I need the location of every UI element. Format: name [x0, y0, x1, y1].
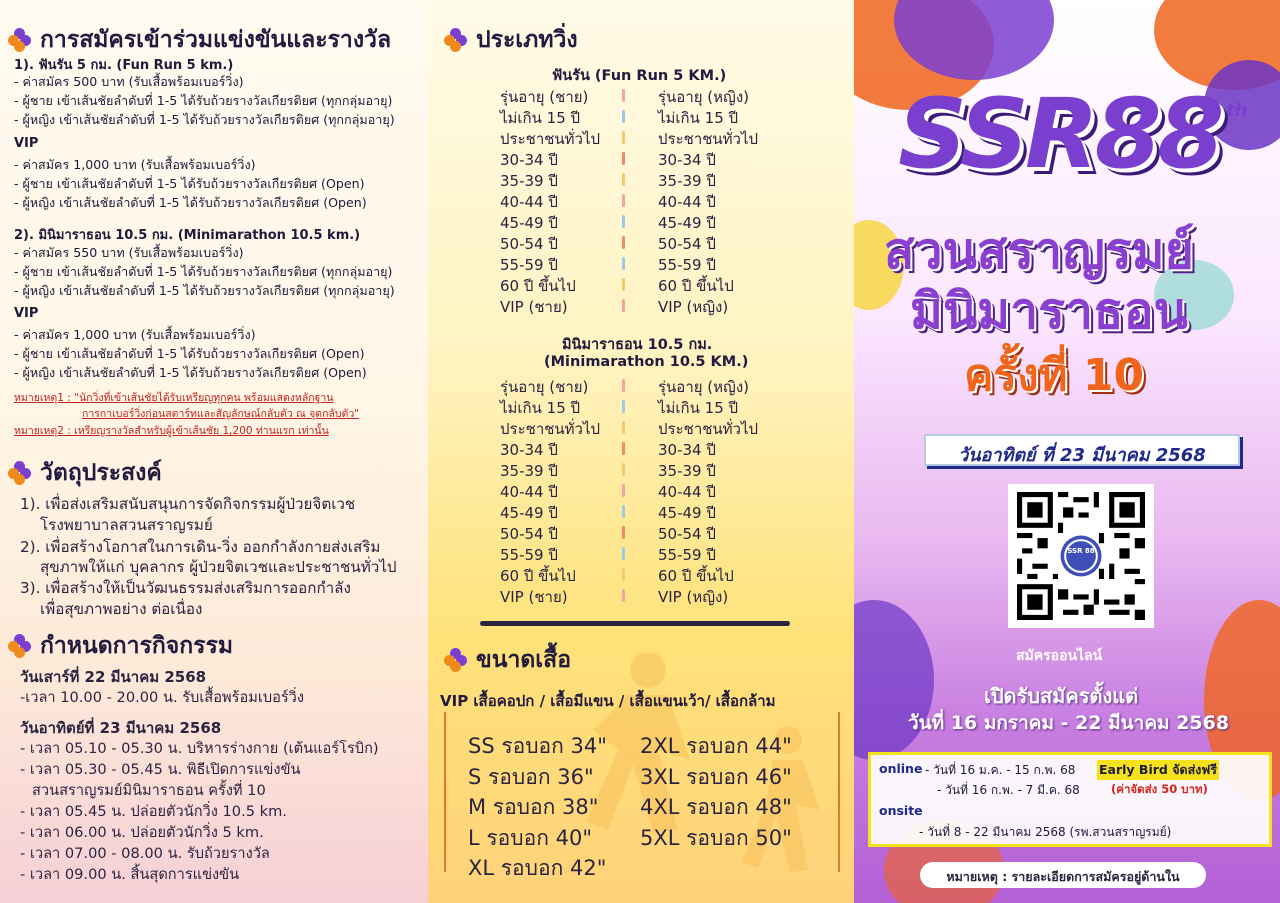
mini-vip-line: - ผู้ชาย เข้าเส้นชัยลำดับที่ 1-5 ได้รับถ้วยรางวัลเกียรติยศ (Open)	[14, 346, 365, 361]
category-female: VIP (หญิง)	[658, 588, 729, 606]
category-male: 60 ปี ขึ้นไป	[500, 277, 576, 295]
open-registration-heading: เปิดรับสมัครตั้งแต่	[984, 684, 1139, 708]
category-divider-bar	[622, 173, 625, 186]
mini-vip-heading: VIP	[14, 306, 39, 321]
objective-line: 1). เพื่อส่งเสริมสนับสนุนการจัดกิจกรรมผู้ป่วยจิตเวช	[20, 495, 356, 513]
flower-icon	[8, 28, 32, 52]
funrun-vip-line: - ค่าสมัคร 1,000 บาท (รับเสื้อพร้อมเบอร์วิ่ง)	[14, 157, 256, 172]
size-item: S รอบอก 36"	[468, 765, 594, 789]
category-male: 40-44 ปี	[500, 193, 558, 211]
category-male: 30-34 ปี	[500, 441, 558, 459]
category-male: 45-49 ปี	[500, 504, 558, 522]
note-1: หมายเหตุ1 : "นักวิ่งที่เข้าเส้นชัยได้รับเหรียญทุกคน พร้อมแสดงหลักฐาน	[14, 392, 334, 404]
sizes-right-rule	[838, 712, 840, 872]
size-item: 2XL รอบอก 44"	[640, 734, 792, 758]
right-panel	[854, 0, 1280, 903]
category-divider-bar	[622, 484, 625, 497]
funrun-vip-line: - ผู้ชาย เข้าเส้นชัยลำดับที่ 1-5 ได้รับถ้วยรางวัลเกียรติยศ (Open)	[14, 176, 365, 191]
left-panel	[0, 0, 428, 903]
category-male: 30-34 ปี	[500, 151, 558, 169]
online-label: online	[879, 761, 923, 776]
online-period-2: - วันที่ 16 ก.พ. - 7 มี.ค. 68	[937, 783, 1080, 797]
middle-panel	[428, 0, 854, 903]
flower-icon	[8, 634, 32, 658]
footer-note-pill	[920, 862, 1206, 888]
divider	[480, 621, 790, 626]
category-male: ไม่เกิน 15 ปี	[500, 399, 581, 417]
qr-code-image	[1016, 492, 1146, 620]
funrun-heading: 1). ฟันรัน 5 กม. (Fun Run 5 km.)	[14, 58, 234, 73]
day1-line: -เวลา 10.00 - 20.00 น. รับเสื้อพร้อมเบอร์วิ่ง	[20, 689, 305, 706]
category-divider-bar	[622, 278, 625, 291]
schedule-title: กำหนดการกิจกรรม	[8, 628, 233, 664]
objective-line: 3). เพื่อสร้างให้เป็นวัฒนธรรมส่งเสริมการออกกำลัง	[20, 579, 351, 597]
ssr88-logo: SSR88	[898, 78, 1221, 190]
category-divider-bar	[622, 215, 625, 228]
category-male: 35-39 ปี	[500, 172, 558, 190]
funrun-vip-line: - ผู้หญิง เข้าเส้นชัยลำดับที่ 1-5 ได้รับถ้วยรางวัลเกียรติยศ (Open)	[14, 195, 367, 210]
category-female: 50-54 ปี	[658, 235, 716, 253]
funrun-vip-heading: VIP	[14, 136, 39, 151]
size-item: SS รอบอก 34"	[468, 734, 607, 758]
category-female: ประชาชนทั่วไป	[658, 420, 759, 438]
open-registration-dates: วันที่ 16 มกราคม - 22 มีนาคม 2568	[908, 712, 1230, 734]
day2-line: - เวลา 05.30 - 05.45 น. พิธีเปิดการแข่งขัน	[20, 761, 301, 778]
category-divider-bar	[622, 236, 625, 249]
qr-code[interactable]	[1008, 484, 1154, 628]
day2-line: สวนสราญรมย์มินิมาราธอน ครั้งที่ 10	[32, 782, 266, 799]
mini-line: - ผู้ชาย เข้าเส้นชัยลำดับที่ 1-5 ได้รับถ้วยรางวัลเกียรติยศ (ทุกกลุ่มอายุ)	[14, 264, 393, 279]
category-divider-bar	[622, 400, 625, 413]
day2-line: - เวลา 05.10 - 05.30 น. บริหารร่างกาย (เต้นแอร์โรบิก)	[20, 740, 379, 757]
size-item: L รอบอก 40"	[468, 826, 592, 850]
day2-line: - เวลา 06.00 น. ปล่อยตัวนักวิ่ง 5 km.	[20, 824, 264, 841]
category-male: 60 ปี ขึ้นไป	[500, 567, 576, 585]
sizes-subtitle: VIP เสื้อคอปก / เสื้อมีแขน / เสื้อแขนเว้า/ เสื้อกล้าม	[440, 692, 776, 710]
category-female: 60 ปี ขึ้นไป	[658, 567, 734, 585]
size-item: 4XL รอบอก 48"	[640, 795, 792, 819]
mini-line: - ค่าสมัคร 550 บาท (รับเสื้อพร้อมเบอร์วิ่ง)	[14, 245, 244, 260]
funrun-line: - ผู้หญิง เข้าเส้นชัยลำดับที่ 1-5 ได้รับถ้วยรางวัลเกียรติยศ (ทุกกลุ่มอายุ)	[14, 112, 395, 127]
category-female: VIP (หญิง)	[658, 298, 729, 316]
category-female: รุ่นอายุ (หญิง)	[658, 88, 749, 106]
category-divider-bar	[622, 421, 625, 434]
category-male: ประชาชนทั่วไป	[500, 420, 601, 438]
category-female: รุ่นอายุ (หญิง)	[658, 378, 749, 396]
category-male: 35-39 ปี	[500, 462, 558, 480]
day2-line: - เวลา 07.00 - 08.00 น. รับถ้วยรางวัล	[20, 845, 270, 862]
qr-center-label: SSR 88	[1067, 547, 1095, 555]
category-divider-bar	[622, 526, 625, 539]
category-female: 55-59 ปี	[658, 546, 716, 564]
category-female: 35-39 ปี	[658, 462, 716, 480]
mini-line: - ผู้หญิง เข้าเส้นชัยลำดับที่ 1-5 ได้รับถ้วยรางวัลเกียรติยศ (ทุกกลุ่มอายุ)	[14, 283, 395, 298]
online-period-1: - วันที่ 16 ม.ค. - 15 ก.พ. 68	[925, 763, 1076, 777]
objectives-title: วัตถุประสงค์	[8, 455, 162, 491]
objective-line: 2). เพื่อสร้างโอกาสในการเดิน-วิ่ง ออกกำลังกายส่งเสริม	[20, 538, 381, 556]
category-female: 40-44 ปี	[658, 193, 716, 211]
size-item: M รอบอก 38"	[468, 795, 599, 819]
category-divider-bar	[622, 131, 625, 144]
category-female: 50-54 ปี	[658, 525, 716, 543]
flower-icon	[444, 648, 468, 672]
sizes-title: ขนาดเสื้อ	[444, 642, 571, 678]
category-male: 55-59 ปี	[500, 256, 558, 274]
category-male: รุ่นอายุ (ชาย)	[500, 378, 589, 396]
category-divider-bar	[622, 505, 625, 518]
day2-heading: วันอาทิตย์ที่ 23 มีนาคม 2568	[20, 719, 222, 737]
category-divider-bar	[622, 463, 625, 476]
qr-caption: สมัครออนไลน์	[1016, 648, 1103, 664]
category-female: ไม่เกิน 15 ปี	[658, 399, 739, 417]
category-divider-bar	[622, 194, 625, 207]
objective-line: เพื่อสุขภาพอย่าง ต่อเนื่อง	[40, 600, 203, 618]
size-item: XL รอบอก 42"	[468, 856, 607, 880]
category-male: VIP (ชาย)	[500, 588, 568, 606]
category-female: 45-49 ปี	[658, 504, 716, 522]
mini-vip-line: - ผู้หญิง เข้าเส้นชัยลำดับที่ 1-5 ได้รับถ้วยรางวัลเกียรติยศ (Open)	[14, 365, 367, 380]
category-male: ไม่เกิน 15 ปี	[500, 109, 581, 127]
mini-category-heading: มินิมาราธอน 10.5 กม.	[562, 337, 713, 353]
run-types-title: ประเภทวิ่ง	[444, 22, 578, 58]
category-male: 45-49 ปี	[500, 214, 558, 232]
logo-superscript: th	[1226, 100, 1248, 121]
mini-category-heading-en: (Minimarathon 10.5 KM.)	[544, 354, 749, 370]
registration-title: การสมัครเข้าร่วมแข่งขันและรางวัล	[8, 22, 391, 58]
onsite-period: - วันที่ 8 - 22 มีนาคม 2568 (รพ.สวนสราญรมย์)	[919, 825, 1172, 839]
category-divider-bar	[622, 152, 625, 165]
flower-icon	[444, 28, 468, 52]
category-male: รุ่นอายุ (ชาย)	[500, 88, 589, 106]
event-title-line2: มินิมาราธอน	[910, 282, 1188, 340]
category-divider-bar	[622, 379, 625, 392]
shipping-fee: (ค่าจัดส่ง 50 บาท)	[1111, 782, 1208, 796]
flower-icon	[8, 461, 32, 485]
category-divider-bar	[622, 568, 625, 581]
category-divider-bar	[622, 547, 625, 560]
event-title-line3: ครั้งที่ 10	[964, 350, 1145, 401]
category-divider-bar	[622, 299, 625, 312]
sizes-left-rule	[444, 712, 446, 872]
category-female: 35-39 ปี	[658, 172, 716, 190]
day1-heading: วันเสาร์ที่ 22 มีนาคม 2568	[20, 668, 207, 686]
date-banner-text: วันอาทิตย์ ที่ 23 มีนาคม 2568	[958, 445, 1206, 466]
category-male: VIP (ชาย)	[500, 298, 568, 316]
objective-line: โรงพยาบาลสวนสราญรมย์	[40, 516, 213, 534]
category-male: 55-59 ปี	[500, 546, 558, 564]
category-female: 40-44 ปี	[658, 483, 716, 501]
day2-line: - เวลา 05.45 น. ปล่อยตัวนักวิ่ง 10.5 km.	[20, 803, 287, 820]
category-female: ไม่เกิน 15 ปี	[658, 109, 739, 127]
category-female: ประชาชนทั่วไป	[658, 130, 759, 148]
note-2: หมายเหตุ2 : เหรียญรางวัลสำหรับผู้เข้าเส้นชัย 1,200 ท่านแรก เท่านั้น	[14, 425, 329, 437]
day2-line: - เวลา 09.00 น. สิ้นสุดการแข่งขัน	[20, 866, 240, 883]
category-divider-bar	[622, 89, 625, 102]
early-bird-badge: Early Bird จัดส่งฟรี	[1097, 760, 1219, 780]
category-female: 30-34 ปี	[658, 441, 716, 459]
category-male: ประชาชนทั่วไป	[500, 130, 601, 148]
size-item: 5XL รอบอก 50"	[640, 826, 792, 850]
onsite-label: onsite	[879, 803, 923, 818]
footer-note: หมายเหตุ : รายละเอียดการสมัครอยู่ด้านใน	[946, 869, 1180, 884]
category-divider-bar	[622, 589, 625, 602]
event-title-line1: สวนสราญรมย์	[884, 222, 1194, 280]
category-male: 40-44 ปี	[500, 483, 558, 501]
category-divider-bar	[622, 257, 625, 270]
category-female: 45-49 ปี	[658, 214, 716, 232]
category-divider-bar	[622, 442, 625, 455]
category-male: 50-54 ปี	[500, 235, 558, 253]
category-female: 55-59 ปี	[658, 256, 716, 274]
funrun-line: - ผู้ชาย เข้าเส้นชัยลำดับที่ 1-5 ได้รับถ้วยรางวัลเกียรติยศ (ทุกกลุ่มอายุ)	[14, 93, 393, 108]
mini-vip-line: - ค่าสมัคร 1,000 บาท (รับเสื้อพร้อมเบอร์วิ่ง)	[14, 327, 256, 342]
objective-line: สุขภาพให้แก่ บุคลากร ผู้ป่วยจิตเวชและประชาชนทั่วไป	[40, 558, 397, 576]
date-banner	[924, 434, 1240, 466]
category-male: 50-54 ปี	[500, 525, 558, 543]
funrun-category-heading: ฟันรัน (Fun Run 5 KM.)	[552, 68, 727, 84]
registration-info-box	[868, 752, 1272, 847]
category-divider-bar	[622, 110, 625, 123]
mini-heading: 2). มินิมาราธอน 10.5 กม. (Minimarathon 10.5 km.)	[14, 228, 361, 243]
category-female: 60 ปี ขึ้นไป	[658, 277, 734, 295]
category-female: 30-34 ปี	[658, 151, 716, 169]
note-1-cont: การกาเบอร์วิ่งก่อนสตาร์ทและสัญลักษณ์กลับตัว ณ จุดกลับตัว"	[82, 408, 360, 420]
funrun-line: - ค่าสมัคร 500 บาท (รับเสื้อพร้อมเบอร์วิ่ง)	[14, 74, 244, 89]
size-item: 3XL รอบอก 46"	[640, 765, 792, 789]
